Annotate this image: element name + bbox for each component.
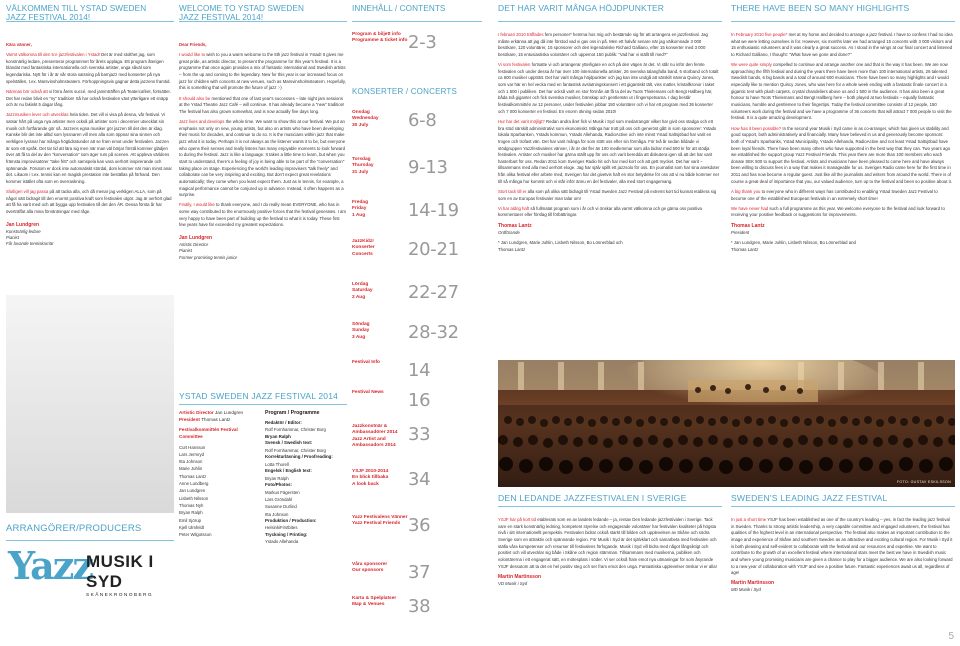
toc-entry-page: 2-3: [408, 32, 437, 53]
program-credit-line: Rolf Fornhammar, Christer Borg: [265, 447, 326, 453]
committee-member: Lars Jermryd: [179, 451, 205, 457]
concerts-title: KONSERTER / CONCERTS: [352, 87, 458, 96]
toc-entry-label: Karta & Spelplatser Map & Venues: [352, 596, 397, 608]
toc-entry-page: 14: [408, 360, 431, 381]
toc-entry-label: YSJF 2010-2014 En blick tillbaka A look back: [352, 469, 389, 487]
program-credit-head: Foto/Photos:: [265, 482, 293, 488]
highlights-text-en: In February 2010 five people* met at my home and decided to arrange a jazz festival. I have to confess I had no idea what we were letting ourselves in for. However, six months later we had arranged 15 concerts with 3 000 visitors and 15 enthusiastic volunteers and it was clearly a great success. As I stood in the wings at our final concert and listened to Richard Galliano, I thought: "What have we gone and done?" We were quite simply compelled to continue and arrange another one and that is the way it has been. We are now approaching the fifth festival and during the years there have been more than 100 international artists, 26 talented Swedish bands, 6 big bands and a total of around 600 musicians. There have been so many highlights and I would especially like to mention Quincy Jones, who was here for a whole week ending with a fantastic finale concert in a gigantic tent with plush carpets, crystal chandeliers above us and 1 500 in the audience. It has also been a great honour to have Toots Thielemans and Bengt Hallberg here – both played at two festivals – equally fantastic musicians, humble and gentlemen to their fingertips. Today the festival committee consists of 12 people, 150 volunteers work during the festival and we have a programme of 36 concerts that will attract 7 000 people to visit the festival. It is a quite amazing development. How has it been possible? In the second year Musik i Syd came in as co-arranger, which has given us stability and good support, both administratively and financially. Many have believed in us and generously become sponsors: both of Ystad's Sparbanks, Ystad Municipality, Ystads Allehanda, RadioActive and not least Ystad Saltsjöbad have been loyal friends. There have been many others who have supported in the best way that they can. Two years ago we established the support group Yazz Festival Friends. This year there are more than 100 members who each donate SEK 500 to support the festival. Artists and musicians have been pleased to come here and have always been willing to discuss fees in a way that makes it manageable for us. Sveriges Radio came here for the first time in 2011 and has now become a regular guest. Just like all the journalists and writers from around the world. There is of course a great deal of importance that you, our valued audience, turn up to the festival and been so positive about it. A big thank you to everyone who in different ways has contributed to enabling Ystad Sweden Jazz Festival to become one of the established European festivals in an extremely short time! We have never had such a full programme as this year. We welcome everyone to the festival and look forward to receiving your positive feedback or suggestions for improvements. Thomas Lantz President * Jan Lundgren, Marie Juhlin, Lisbeth Nilsson, Bo Lönnerblad and Thomas Lantz: [731, 32, 953, 252]
toc-entry[interactable]: [352, 390, 482, 411]
committee-list: [179, 444, 263, 539]
toc-entry-label: Festival News: [352, 390, 384, 395]
header-rule: [6, 21, 174, 22]
committee-member: Thomas Lantz: [179, 473, 207, 479]
program-credit-line: Lotta Thorell: [265, 461, 289, 467]
toc-entry[interactable]: [352, 596, 482, 617]
committee-member: Itta Johnson: [179, 459, 203, 465]
toc-entry[interactable]: [352, 32, 482, 53]
header-contents: INNEHÅLL / CONTENTS: [352, 4, 446, 13]
toc-entry-label: Yazz Festivalens Vänner Yazz Festival Friends: [352, 515, 408, 527]
header-rule: [352, 21, 482, 22]
toc-entry-page: 28-32: [408, 322, 459, 343]
musicians-photo: [6, 295, 174, 513]
committee-member: Jan Lundgren: [179, 488, 206, 494]
toc-entry-page: 9-13: [408, 157, 448, 178]
committee-member: Kjell Ulmfeldt: [179, 524, 205, 530]
musicians-image: [6, 295, 174, 513]
program-credit-line: Susanne Durlind: [265, 504, 297, 510]
header-rule: [179, 21, 347, 22]
committee-member: Emil Sjörup: [179, 517, 201, 523]
toc-entry-label: Torsdag Thursday 31 July: [352, 157, 374, 175]
toc-entry[interactable]: [352, 424, 482, 450]
program-credit-line: HelsinkiFirstbites: [265, 525, 298, 531]
greeting-sv: Kära vänner,: [6, 42, 32, 47]
toc-entry-label: Jazzkonstnär & Ambassadörer 2014 Jazz Artist and Ambassadors 2014: [352, 424, 398, 449]
toc-entry-page: 33: [408, 424, 431, 445]
committee-member: Thomas Nyh: [179, 502, 204, 508]
signature-lantz-en: Thomas Lantz President: [731, 223, 765, 236]
toc-entry[interactable]: [352, 282, 482, 301]
yazz-logo: Yazz: [8, 543, 92, 588]
toc-entry-label: Söndag Sunday 3 Aug: [352, 322, 370, 340]
toc-entry-label: Lördag Saturday 2 Aug: [352, 282, 373, 300]
leading-festival-title-en: SWEDEN'S LEADING JAZZ FESTIVAL: [731, 493, 888, 503]
program-credit-head: Redaktör / Editor:: [265, 419, 302, 425]
arrangers-title: ARRANGÖRER/PRODUCERS: [6, 523, 142, 534]
toc-entry-page: 38: [408, 596, 431, 617]
committee-member: Lisbeth Nilsson: [179, 495, 209, 501]
welcome-text-sv: Kära vänner, Varmt välkomna till den 5:e jazzfestivalen i Ystad! Det är med stolthet jag, som konstnärlig ledare, presenterar programmet för årets upplaga. Ett program återigen blandat med fantastiska internationella och svenska artister, unga såväl som legendariska. Nytt för i år är vår stora satsning på barnjazz med konserter på nya spelställen, t.ex. Marsvinsholmsteatern. Förhoppningsvis gagnar detta jazzens framtid. Nämnas bör också att vi förra årets succé, med jammträffen på Teatercaféet, fortsätter. Det har redan blivit en "ny" tradition! Så har också festivalen växt ytterligare ett snäpp och är nu fakiskt 5 dagar lång. Jazzmusiken lever och utvecklas hela tiden. Det vill vi visa på denna, vår festival. Vi satsar hårt på unga nya artister men också på artister som i decennier utvecklat sin musik och fortfarande gör så. Jazzens egna musiker gör jazzen till det den är idag. Kanske blir det inte alltid som lyssnaren vill men alla som öppnar sina sinnen och verkligen lyssnar har många högtidsstunder att se fram emot under festivalen. Jazzen är som ett språk. Det tar tid att lära sig men när man väl börjar förstå kommer glädjen över att få ta del av den "konversation" som äger rum på scenen. Att uppleva världens främsta improvisatörer "take fritt" och samspela kan vara oerhört inspirerande och spännande. Förutom er dock inte automatiskt stördal, dom kommer när man minst anar det. Likaom i t.ex. tennis kan en magisk prestation inte beställas på förhand. Den kommer istället ofta som en överraskning. Slutligen vill jag passa på att tacka alla, och då menar jag verkligen ALLA, som på något sätt bidragit till den enormt positiva kraft som festivalen utgör. Jag är oerhört glad att få ha varit med och att bygga upp festivalen till det den ÄR. Dessa första år har överträffat alla mina förväntningar med råge. Jan Lundgren Konstnärlig ledare Pianist Får lovande tenniskarriär: [6, 42, 172, 247]
toc-entry[interactable]: [352, 200, 482, 219]
page-number-right: 5: [948, 631, 954, 642]
committee-member: Peter Wilgotsson: [179, 532, 212, 538]
program-credits: [265, 420, 347, 546]
committee-member: Anne Lundberg: [179, 481, 209, 487]
toc-entry[interactable]: [352, 360, 482, 381]
toc-entry-page: 20-21: [408, 239, 459, 260]
concert-hall-image: [498, 360, 955, 487]
leading-festival-sv: DEN LEDANDE JAZZFESTIVALEN I SVERIGE YSJF har på kort tid etablerats som en av landets ledande – ja, rentav Den ledande jazzfestivalen i Sverige. Tack vare en stark konstnärlig ledning, kompetent styrelse och engagerade volontärer har festivalen kvaliteter på högsta nivå i sitt internationellt perspektiv. Festivalen bidrar också starkt till bilden och upplevelsen av Skåne och södra Sverige som en attraktiv och spännande region. För Musik i Syd är det självklart och samarbeta med festivalen och ställa våra kompetenser och resurser till festivalens förfogande. Musik i Syd vill bidra med något långsiktigt och positivt och vill utvecklar sig både i Skåne och region stämman. Tillsammans med musikerna, publiken och volontärerna i ett engagerat sätt, en mötesplats i söder. Vi ser också fram emot nya utmaningar för som åsyrande YSJF dessutom att ta det en hel positiv steg och ser fram emot den unga. Fantastiska upplevelser önskar vi er alla! Martin Martinsson VD Musik i Syd: [498, 493, 722, 587]
table-of-contents: [352, 32, 482, 632]
toc-entry-label: Festival Info: [352, 360, 380, 365]
program-credit-head: Engelsk / English text:: [265, 468, 312, 474]
toc-entry-page: 22-27: [408, 282, 459, 303]
ysjf-title: YSTAD SWEDEN JAZZ FESTIVAL 2014: [179, 391, 339, 401]
musik-i-syd-logo: MUSIK I SYD SKÅNEKRONOBERG: [86, 552, 154, 598]
leading-rule: [498, 506, 722, 507]
toc-entry-page: 14-19: [408, 200, 459, 221]
credits-left: Artistic Director Jan Lundgren President Thomas Lantz Festivalkommittén Festival Committee Curt Hansson Lars Jermryd Itta Johnson Marie Juhlin Thomas Lantz Anne Lundberg Jan Lundgren Lisbeth Nilsson Thomas Nyh Bryan Ralph Emil Sjörup Kjell Ulmfeldt Peter Wilgotsson: [179, 410, 263, 538]
signature-lantz-sv: Thomas Lantz Ordförande: [498, 223, 532, 236]
toc-entry-label: Fredag Friday 1 Aug: [352, 200, 368, 218]
toc-entry-page: 36: [408, 515, 431, 536]
header-welcome-sv: VÄLKOMMEN TILL YSTAD SWEDEN JAZZ FESTIVAL 2014!: [6, 4, 147, 23]
toc-entry[interactable]: [352, 157, 482, 176]
toc-entry-label: JazzKidz! Konserter Concerts: [352, 239, 375, 257]
program-credit-line: Bryan Ralph: [265, 475, 289, 481]
toc-entry-label: Program & biljett info Programme & ticket info: [352, 32, 408, 44]
program-credit-head: Bryan Ralph: [265, 433, 291, 439]
committee-member: Marie Juhlin: [179, 466, 203, 472]
program-credit-line: Lars Gröndahl: [265, 496, 293, 502]
arrangers-rule: [6, 540, 174, 541]
toc-entry[interactable]: [352, 562, 482, 583]
leading-festival-title-sv: DEN LEDANDE JAZZFESTIVALEN I SVERIGE: [498, 493, 687, 503]
highlights-text-sv: I februari 2010 träffades fem personer* hemma hos mig och bestämde sig för att arrangera en jazzfestival. Jag måste erkänna att jag då inte förstod vad vi gav oss in på. Men ett halvår senare när jag välkomnade 3 000 besökare, 120 volontärer, 15 sponsorer och den legendariske Richard Galliano, efter 15 konserter med 3 000 besökare, 15 entusiastiska volontärer och uppemot 150 publik: "Vad har vi ställt till med?" Vi som festivalen fortsatte vi och arrangerar ytterligare en och på den vägen är det. Vi står nu inför den femte festivalen och under dessa år har över 100 internationella artister, 26 svenska talangfulla band, 6 storband och totalt ca 600 musiker uppträtt. Det har varit många höjdpunkter och jag kan inte undgå att särskilt nämna Quincy Jones, som var här en hel vecka med en fantastisk avslutningskonsert i ett gigantiskt tält, viss matter, kristallkronor i taket och 1 500 i publiken. Det har också varit en stor förmån att få ta del av Toots Thielemans och Bengt Hallberg här, båda två giganter och fick svenska musiker, bönskap och gentlemän ut i fingerspetsarna. I dag består festivalkommittén av 12 personer, under festivalen jobbar 150 volontärer och vi har ett program med 36 konserter och 7 000 konserter en festival. En enorm ökning sedan 2010! Hur har det varit möjligt? Redan andra året fick vi Musik i Syd som medarrangör vilket har givit oss stadga och ett bra stöd särskilt administrativt som ekonomiskt. Många har trott på oss och generöst gått in som sponsorer: Ystads lokala Sparbanken, Ystads kommun, Ystads Allehanda, RadioActive och inte minst Ystad Saltsjöbad har varit en trogen och trofast vän. Det har varit många för som stött oss efter sin förmåga. För två år sedan bildade vi stödgruppen Yazzfestivalens vänner, i år är det fler än 100 medlemmar som alla bidrar med 500 kr för att stödja festivalen. Artister och musiker har gärna ställt upp för oss och varit beredda att diskutera igen så att det har varit hanterbart för oss. Redan 2011 kom Sveriges Radio hit och har med kort och att gett mycket. Det har varit – tillsammans med alla med oerhört eloge. Jag har själv spillt ett jazzsolo för oss. En journalist som har sina anekdoter från olika festival eller arbete med, Sverigen har det givetvis haft en stor betydelse för oss att vi nu både kommer ner till så många hur kommit och vi står inför ännu en del festivaler, alla med stort engagemang. Stort tack till er alla som på olika sätt bidragit till Ystad Sweden Jazz Festival på extremt kort tid kunnat etablera sig som en av Europas festivaler man talar om! Vi har aldrig haft så fullmatat program som i år och vi önskar alla varmt välkomna och ge gärna oss positiva kommentarer eller förslag till förbättringar. Thomas Lantz Ordförande * Jan Lundgren, Marie Juhlin, Lisbeth Nilsson, Bo Lönnerblad och Thomas Lantz: [498, 32, 720, 252]
toc-entry[interactable]: [352, 515, 482, 536]
leading-festival-en: SWEDEN'S LEADING JAZZ FESTIVAL In just a short time YSJF has been established as one of the country's leading – yes, in fact the leading jazz festival in Sweden. Thanks to strong artistic leadership, a very capable committee and engaged volunteers, the festival has qualities of the highest level in an international perspective. The festival also makes an important contribution to the image and experience of Skåne and southern Sweden as an attractive and exciting cultural region. For Musik i Syd it is both pleasing and self-evident to collaborate with the festival and our resources and expertise. We want to contribute to the growth of an excellent festival where international stars meet the best we have in Swedish music and where young promising musicians are given a chance to play for a bigger audience. We are also looking forward to a new year of collaboration with YSJF and see a positive future. Fantastic experiences await us all, regardless of age! Martin Martinsson MD Musik i Syd: [731, 493, 955, 594]
toc-entry-page: 37: [408, 562, 431, 583]
program-credit-line: Rolf Fornhammar, Christer Borg: [265, 427, 326, 433]
header-highlights-en: THERE HAVE BEEN SO MANY HIGHLIGHTS: [731, 3, 910, 13]
toc-entry-label: Våra sponsorer Our sponsors: [352, 562, 388, 574]
program-credit-head: Produktion / Production:: [265, 517, 317, 523]
leading-rule: [731, 506, 955, 507]
toc-entry[interactable]: [352, 469, 482, 488]
signature-sv: Jan Lundgren Konstnärlig ledare Pianist Får lovande tenniskarriär: [6, 221, 54, 247]
header-rule: [731, 21, 955, 22]
signature-en: Jan Lundgren Artistic Director Pianist Former promising tennis junior: [179, 235, 238, 260]
program-credit-line: Ystads Allehanda: [265, 539, 299, 545]
toc-entry[interactable]: [352, 110, 482, 129]
committee-member: Bryan Ralph: [179, 510, 203, 516]
toc-entry-label: Onsdag Wednesday 30 July: [352, 110, 379, 128]
toc-entry-page: 34: [408, 469, 431, 490]
committee-member: Curt Hansson: [179, 444, 206, 450]
greeting-en: Dear Friends,: [179, 42, 207, 47]
program-credit-head: Tryckning / Printing:: [265, 531, 308, 537]
concert-hall-photo: [498, 360, 955, 487]
credits-right: Program / Programme Redaktör / Editor: Rolf Fornhammar, Christer Borg Bryan Ralph Svensk / Swedish text: Rolf Fornhammar, Christer Borg Korrekturläsning / Proofreading: Lotta Thorell Engelsk / English text: Bryan Ralph Foto/Photos: Markus Fägersten Lars Gröndahl Susanne Durlind Itta Johnson Produktion / Production: HelsinkiFirstbites Tryckning / Printing: Ystads Allehanda: [265, 410, 347, 546]
header-welcome-en: WELCOME TO YSTAD SWEDEN JAZZ FESTIVAL 2014!: [179, 4, 304, 23]
toc-entry-page: 6-8: [408, 110, 437, 131]
program-credit-line: Itta Johnson: [265, 511, 289, 517]
toc-entry[interactable]: [352, 239, 482, 258]
header-rule: [498, 21, 722, 22]
toc-entry-page: 16: [408, 390, 431, 411]
header-highlights-sv: DET HAR VARIT MÅNGA HÖJDPUNKTER: [498, 3, 665, 13]
program-credit-head: Korrekturläsning / Proofreading:: [265, 454, 333, 460]
welcome-text-en: Dear Friends, I would like to wish to you a warm welcome to the 5th jazz festival in Ystad! It gives me great pride, as artistic director, to present the programme for this year's festival. It is a programme that once again provides a mix of fantastic international and Swedish artists – from the up and coming to the legendary. New for this year is our increased focus on jazz for children with concerts at new venues, such as Marsvinsholmsteatern. Hopefully, this is something that will promote the future of jazz :-) It should also be mentioned that one of last year's successes – late night jam sessions at the Ystad Theatre Jazz Café – will continue. It has already become a "new" tradition! The festival has also grown somewhat, and is now actually five days long. Jazz lives and develops the whole time. We want to show this at our festival. We put an emphasis not only on new, young artists, but also on artists who have been developing their music for decades, and continue to do so. It is the musicians within jazz that make jazz what it is today. Perhaps it is not always as the listener wants it to be, but everyone who opens their senses and really listens has many enjoyable moments to look forward to during the festival. Jazz is like a language. It takes a little time to learn, but when you start to understand, there's a feeling of joy in being able to be part of the "conversation" taking place on stage. Experiencing the world's leading improvisers "talk freely" and collaborate can be very inspiring and exciting. But don't expect great revelations automatically; they come when you least expect them. Just as in tennis, for example, a magical performance cannot be conjured up in advance. Instead, it often happens as a surprise. Finally, I would like to thank everyone, and I do really mean EVERYONE, who has in some way contributed to the enormously positive forces that the festival generates. I am very happy to have been part of building up the festival to what it is today. These first few years have far exceeded my greatest expectations. Jan Lundgren Artistic Director Pianist Former promising tennis junior: [179, 42, 346, 260]
photo-credit: FOTO: GUSTAV ESKILSSON: [896, 480, 951, 484]
ysjf-rule: [179, 404, 347, 405]
toc-entry[interactable]: [352, 322, 482, 341]
program-credit-head: Svensk / Swedish text:: [265, 440, 313, 446]
program-credit-line: Markus Fägersten: [265, 489, 300, 495]
